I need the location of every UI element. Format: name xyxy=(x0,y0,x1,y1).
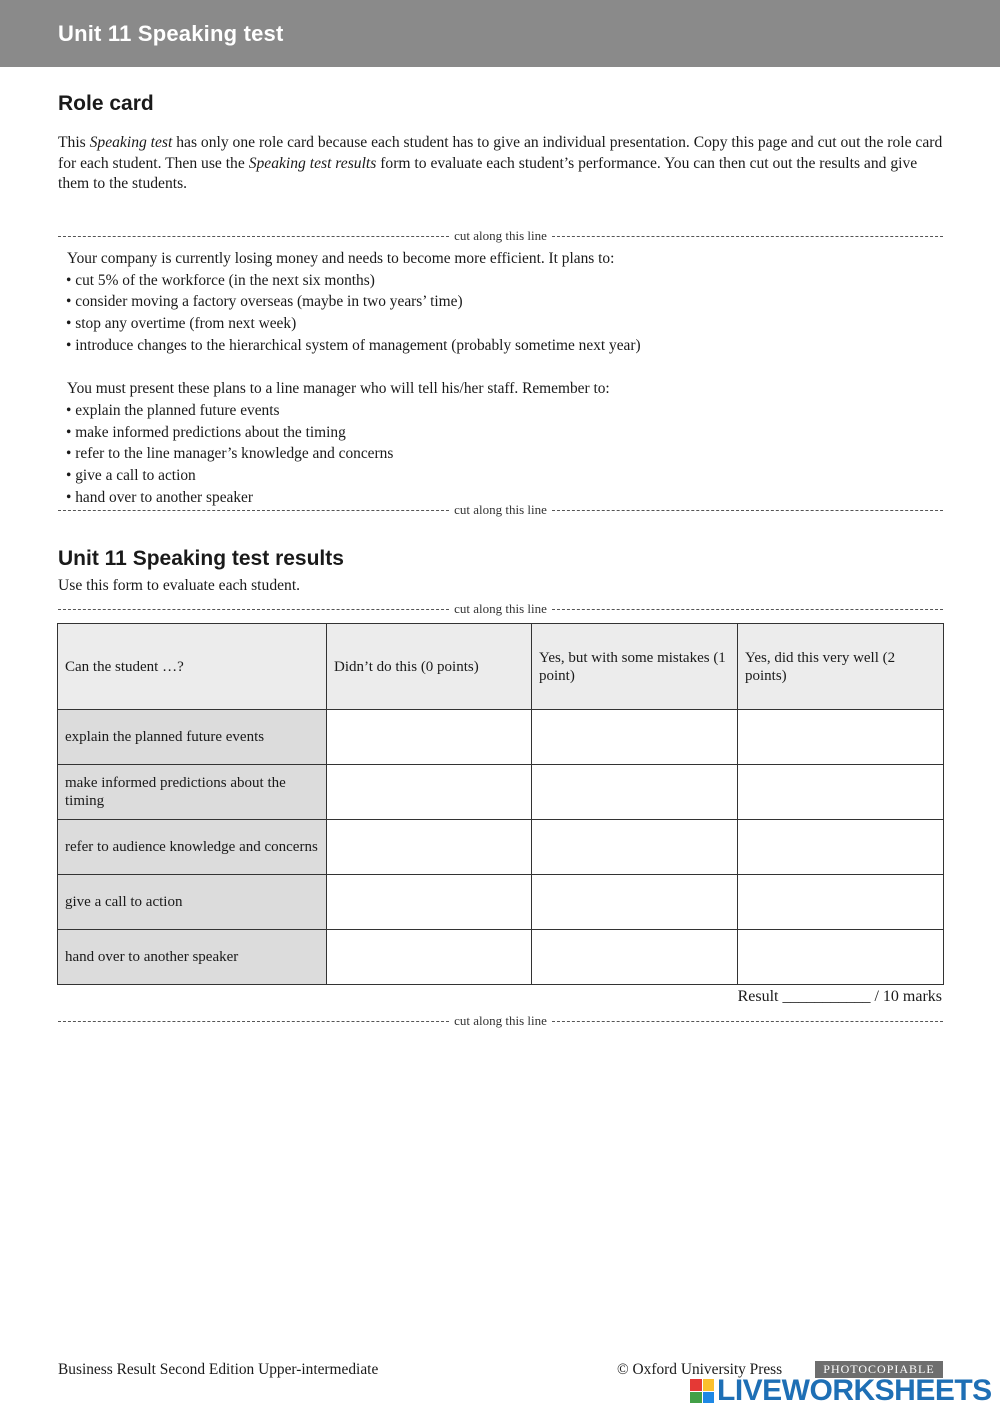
page-title: Unit 11 Speaking test xyxy=(58,21,284,46)
table-row xyxy=(58,820,944,875)
cut-dash xyxy=(552,609,943,610)
table-row xyxy=(58,875,944,930)
cut-dash xyxy=(58,510,449,511)
intro-text-2: has only one role card because each student has to give an individual presentation. Copy this page and cut out the role card for each student. Then use the xyxy=(58,134,943,172)
score-cell-one[interactable] xyxy=(532,710,738,765)
reminder-item: • explain the planned future events xyxy=(66,401,280,419)
footer-copyright: © Oxford University Press xyxy=(617,1361,783,1378)
plan-item: • cut 5% of the workforce (in the next six months) xyxy=(66,271,375,289)
results-table xyxy=(57,623,944,985)
liveworksheets-logo-text: LIVEWORKSHEETS xyxy=(717,1374,992,1407)
logo-tile xyxy=(703,1392,715,1404)
score-cell-one[interactable] xyxy=(532,820,738,875)
intro-emphasis-1: Speaking test xyxy=(89,134,173,151)
score-cell-one[interactable] xyxy=(532,765,738,820)
role-card-task: You must present these plans to a line manager who will tell his/her staff. Remember to: xyxy=(67,380,610,398)
cut-dash xyxy=(58,236,449,237)
intro-text-1: This xyxy=(58,134,90,151)
cut-dash xyxy=(552,236,943,237)
logo-tile xyxy=(703,1379,715,1391)
criterion-cell: refer to audience knowledge and concerns xyxy=(58,820,327,875)
score-cell-two[interactable] xyxy=(738,765,944,820)
photocopiable-badge: PHOTOCOPIABLE xyxy=(815,1361,943,1378)
score-cell-two[interactable] xyxy=(738,875,944,930)
role-card-heading: Role card xyxy=(58,92,154,115)
score-cell-zero[interactable] xyxy=(327,710,532,765)
results-heading: Unit 11 Speaking test results xyxy=(58,547,344,570)
header-bar xyxy=(0,0,1000,67)
criterion-cell: hand over to another speaker xyxy=(58,930,327,985)
cut-label: cut along this line xyxy=(454,601,547,616)
reminder-item: • give a call to action xyxy=(66,467,196,485)
reminder-item: • hand over to another speaker xyxy=(66,488,254,506)
cut-dash xyxy=(552,1021,943,1022)
column-header-one-point: Yes, but with some mistakes (1 point) xyxy=(532,624,738,710)
cut-dash xyxy=(58,1021,449,1022)
criterion-cell: give a call to action xyxy=(58,875,327,930)
intro-text-3: form to evaluate each student’s performance. You can then cut out the results and give them to the students. xyxy=(58,154,918,192)
logo-tile xyxy=(690,1379,702,1391)
score-cell-zero[interactable] xyxy=(327,820,532,875)
liveworksheets-logo-icon xyxy=(690,1379,714,1403)
cut-line-results-top xyxy=(58,602,943,616)
score-cell-two[interactable] xyxy=(738,820,944,875)
criterion-cell: explain the planned future events xyxy=(58,710,327,765)
plan-item: • stop any overtime (from next week) xyxy=(66,315,297,333)
cut-line-results-bottom xyxy=(58,1014,943,1028)
plan-item: • consider moving a factory overseas (maybe in two years’ time) xyxy=(66,293,463,311)
role-card xyxy=(67,248,937,508)
score-cell-one[interactable] xyxy=(532,875,738,930)
cut-dash xyxy=(552,510,943,511)
score-cell-zero[interactable] xyxy=(327,765,532,820)
score-cell-one[interactable] xyxy=(532,930,738,985)
reminder-item: • refer to the line manager’s knowledge and concerns xyxy=(66,445,394,463)
column-header-zero-points: Didn’t do this (0 points) xyxy=(327,624,532,710)
cut-label: cut along this line xyxy=(454,502,547,517)
table-header-row xyxy=(58,624,944,710)
logo-tile xyxy=(690,1392,702,1404)
footer-book-title: Business Result Second Edition Upper-intermediate xyxy=(58,1361,379,1378)
cut-dash xyxy=(58,609,449,610)
plan-item: • introduce changes to the hierarchical system of management (probably sometime next year) xyxy=(66,336,641,354)
table-row xyxy=(58,710,944,765)
reminder-item: • make informed predictions about the timing xyxy=(66,423,346,441)
column-header-two-points: Yes, did this very well (2 points) xyxy=(738,624,944,710)
column-header-criterion: Can the student …? xyxy=(58,624,327,710)
cut-label: cut along this line xyxy=(454,228,547,243)
cut-line-role-card-bottom xyxy=(58,503,943,517)
plans-list xyxy=(67,270,937,357)
table-row xyxy=(58,930,944,985)
liveworksheets-logo[interactable] xyxy=(690,1375,992,1407)
table-row xyxy=(58,765,944,820)
criterion-cell: make informed predictions about the timing xyxy=(58,765,327,820)
results-instruction: Use this form to evaluate each student. xyxy=(58,577,301,594)
result-marks-line: Result ___________ / 10 marks xyxy=(737,988,942,1005)
cut-line-top xyxy=(58,229,943,243)
intro-emphasis-2: Speaking test results xyxy=(248,154,377,172)
score-cell-two[interactable] xyxy=(738,930,944,985)
score-cell-zero[interactable] xyxy=(327,930,532,985)
intro-paragraph xyxy=(58,133,948,195)
score-cell-two[interactable] xyxy=(738,710,944,765)
spacer xyxy=(67,357,937,379)
cut-label: cut along this line xyxy=(454,1013,547,1028)
score-cell-zero[interactable] xyxy=(327,875,532,930)
reminders-list xyxy=(67,400,937,509)
role-card-situation: Your company is currently losing money and needs to become more efficient. It plans to: xyxy=(67,250,615,267)
